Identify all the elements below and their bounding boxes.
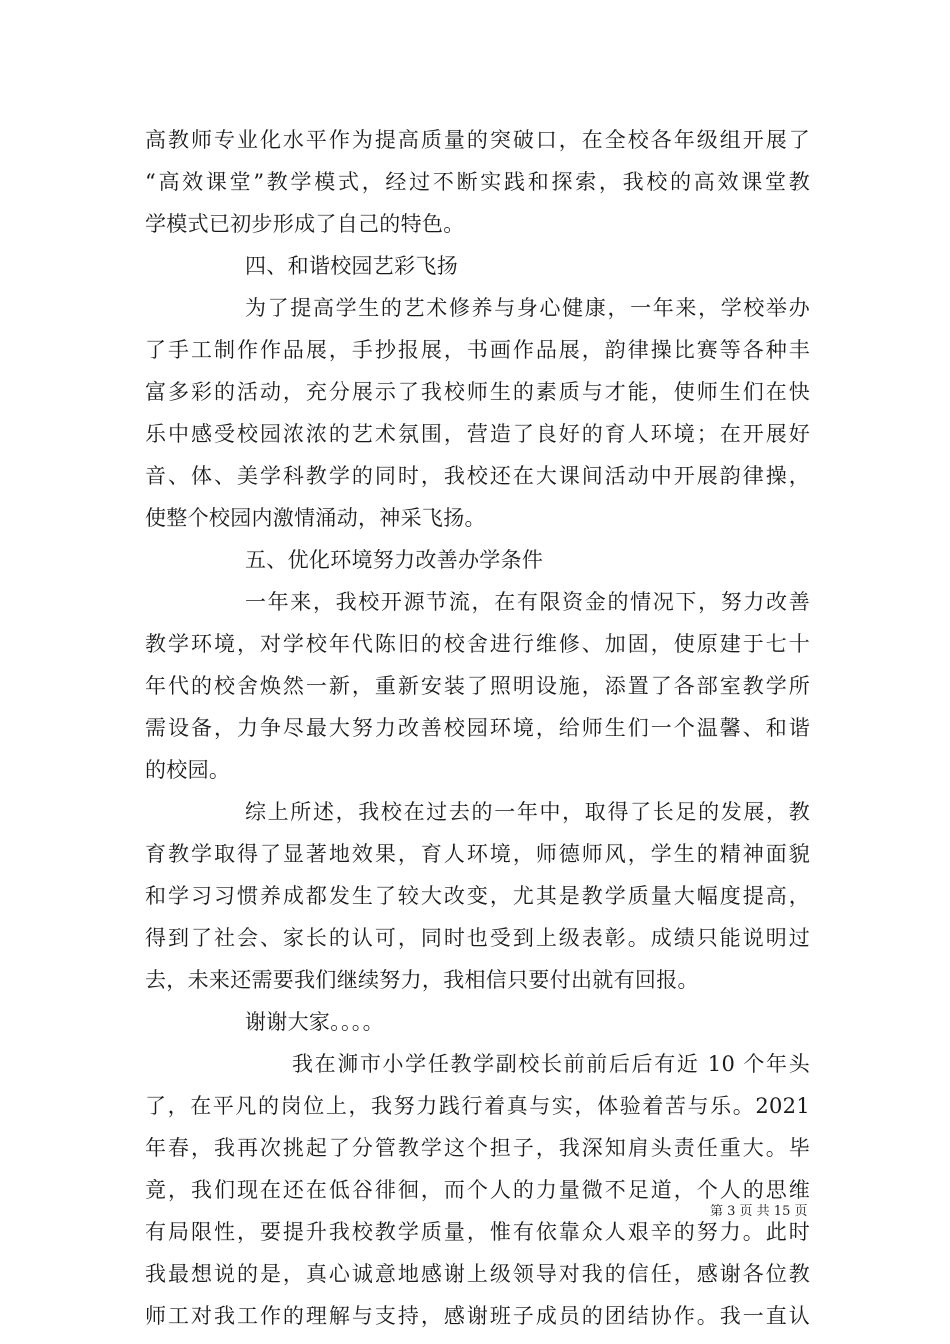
section-heading: 五、优化环境努力改善办学条件	[245, 548, 544, 572]
text-line: 的校园。	[145, 758, 231, 782]
text-line: 得到了社会、家长的认可，同时也受到上级表彰。成绩只能说明过	[145, 926, 810, 950]
document-body	[145, 119, 810, 1337]
text-line: 富多彩的活动，充分展示了我校师生的素质与才能，使师生们在快	[145, 380, 810, 404]
text-line: 有局限性，要提升我校教学质量，惟有依靠众人艰辛的努力。此时	[145, 1220, 810, 1244]
text-line: 乐中感受校园浓浓的艺术氛围，营造了良好的育人环境；在开展好	[145, 422, 810, 446]
text-line: 音、体、美学科教学的同时，我校还在大课间活动中开展韵律操，	[145, 464, 810, 488]
text-line: 竟，我们现在还在低谷徘徊，而个人的力量微不足道，个人的思维	[145, 1178, 810, 1202]
text-line: 一年来，我校开源节流，在有限资金的情况下，努力改善	[245, 590, 810, 614]
text-line: 我在浉市小学任教学副校长前前后后有近 10 个年头	[292, 1052, 810, 1076]
text-line: 高教师专业化水平作为提高质量的突破口，在全校各年级组开展了	[145, 128, 810, 152]
text-line: 为了提高学生的艺术修养与身心健康，一年来，学校举办	[245, 296, 810, 320]
text-line: “高效课堂”教学模式，经过不断实践和探索，我校的高效课堂教	[145, 170, 810, 194]
text-line: 综上所述，我校在过去的一年中，取得了长足的发展，教	[245, 800, 810, 824]
text-line: 学模式已初步形成了自己的特色。	[145, 212, 465, 236]
text-line: 年代的校舍焕然一新，重新安装了照明设施，添置了各部室教学所	[145, 674, 810, 698]
text-line: 年春，我再次挑起了分管教学这个担子，我深知肩头责任重大。毕	[145, 1136, 810, 1160]
text-line: 了，在平凡的岗位上，我努力践行着真与实，体验着苦与乐。2021	[145, 1094, 810, 1118]
text-line: 我最想说的是，真心诚意地感谢上级领导对我的信任，感谢各位教	[145, 1262, 810, 1286]
text-line: 了手工制作作品展，手抄报展，书画作品展，韵律操比赛等各种丰	[145, 338, 810, 362]
section-heading: 四、和谐校园艺彩飞扬	[245, 254, 458, 278]
text-line: 师工对我工作的理解与支持，感谢班子成员的团结协作。我一直认	[145, 1304, 810, 1328]
text-line: 和学习习惯养成都发生了较大改变，尤其是教学质量大幅度提高，	[145, 884, 810, 908]
text-line: 需设备，力争尽最大努力改善校园环境，给师生们一个温馨、和谐	[145, 716, 810, 740]
text-line: 育教学取得了显著地效果，育人环境，师德师风，学生的精神面貌	[145, 842, 810, 866]
text-line: 谢谢大家。。。。	[245, 1010, 384, 1034]
text-line: 教学环境，对学校年代陈旧的校舍进行维修、加固，使原建于七十	[145, 632, 810, 656]
text-line: 使整个校园内激情涌动，神采飞扬。	[145, 506, 486, 530]
text-line: 去，未来还需要我们继续努力，我相信只要付出就有回报。	[145, 968, 699, 992]
page-number: 第 3 页 共 15 页	[710, 1204, 808, 1219]
